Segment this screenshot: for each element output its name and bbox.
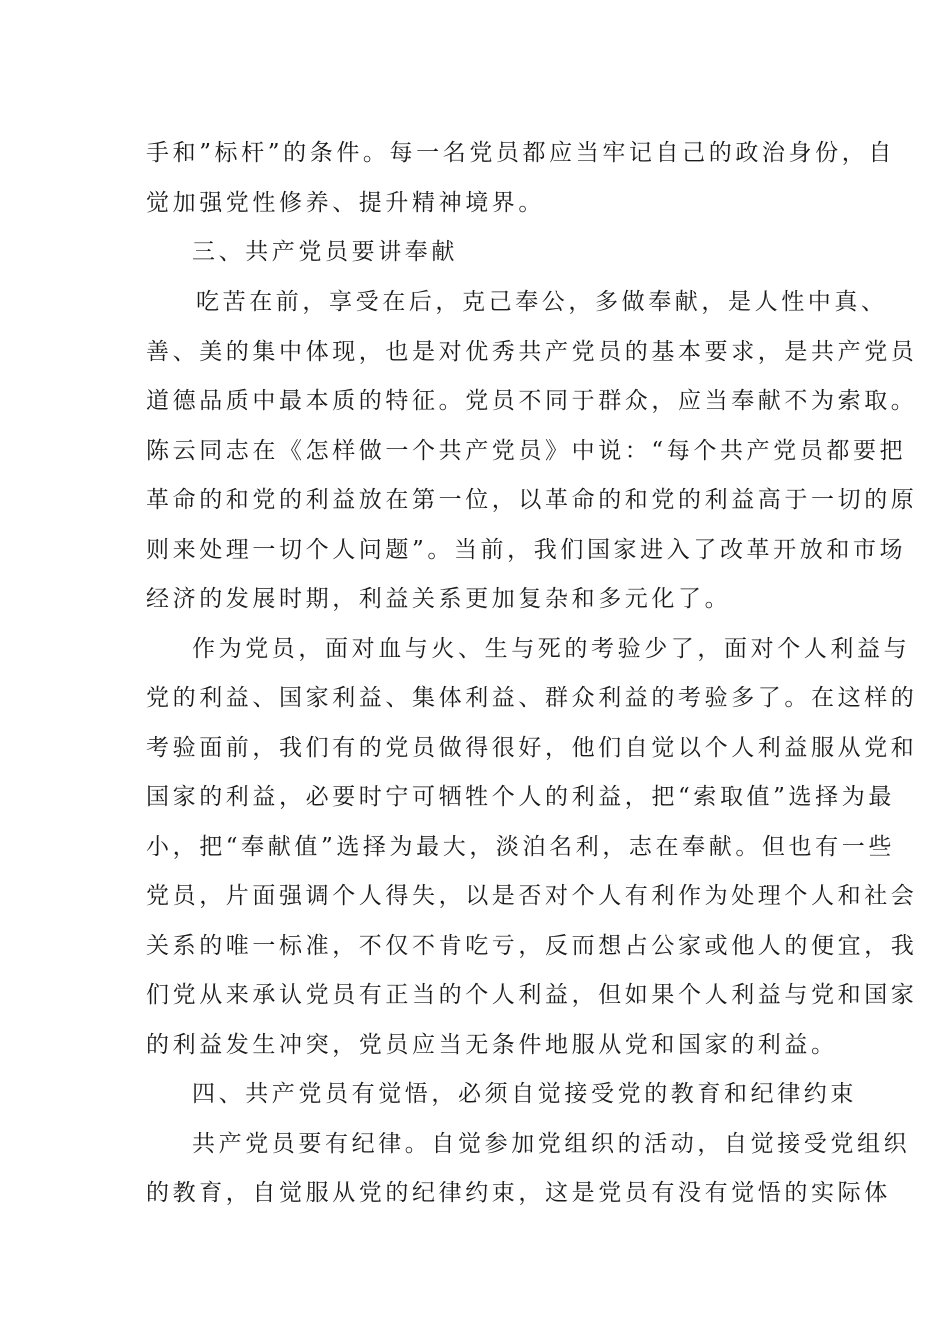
body-text-line: 吃苦在前，享受在后，克己奉公，多做奉献，是人性中真、 [196, 289, 888, 315]
body-text-line: 的教育，自觉服从党的纪律约束，这是党员有没有觉悟的实际体 [146, 1180, 891, 1206]
body-text-line: 经济的发展时期，利益关系更加复杂和多元化了。 [146, 586, 732, 612]
body-text-line: 共产党员要有纪律。自觉参加党组织的活动，自觉接受党组织 [192, 1131, 911, 1157]
section-heading: 三、共产党员要讲奉献 [192, 239, 458, 265]
body-text-line: 则来处理一切个人问题”。当前，我们国家进入了改革开放和市场 [146, 537, 907, 563]
body-text-line: 党员，片面强调个人得失，以是否对个人有利作为处理个人和社会 [146, 883, 918, 909]
body-text-line: 陈云同志在《怎样做一个共产党员》中说：“每个共产党员都要把 [146, 438, 907, 464]
body-text-line: 手和”标杆”的条件。每一名党员都应当牢记自己的政治身份，自 [146, 140, 895, 166]
body-text-line: 小，把“奉献值”选择为最大，淡泊名利，志在奉献。但也有一些 [146, 834, 895, 860]
body-text-line: 党的利益、国家利益、集体利益、群众利益的考验多了。在这样的 [146, 685, 918, 711]
body-text-line: 道德品质中最本质的特征。党员不同于群众，应当奉献不为索取。 [146, 388, 918, 414]
body-text-line: 革命的和党的利益放在第一位，以革命的和党的利益高于一切的原 [146, 487, 918, 513]
section-heading: 四、共产党员有觉悟，必须自觉接受党的教育和纪律约束 [192, 1081, 857, 1107]
body-text-line: 们党从来承认党员有正当的个人利益，但如果个人利益与党和国家 [146, 982, 918, 1008]
body-text-line: 善、美的集中体现，也是对优秀共产党员的基本要求，是共产党员 [146, 339, 918, 365]
body-text-line: 关系的唯一标准，不仅不肯吃亏，反而想占公家或他人的便宜，我 [146, 933, 918, 959]
body-text-line: 的利益发生冲突，党员应当无条件地服从党和国家的利益。 [146, 1032, 838, 1058]
body-text-line: 作为党员，面对血与火、生与死的考验少了，面对个人利益与 [192, 636, 911, 662]
body-text-line: 考验面前，我们有的党员做得很好，他们自觉以个人利益服从党和 [146, 735, 918, 761]
body-text-line: 国家的利益，必要时宁可牺牲个人的利益，把“索取值”选择为最 [146, 784, 895, 810]
body-text-line: 觉加强党性修养、提升精神境界。 [146, 190, 545, 216]
